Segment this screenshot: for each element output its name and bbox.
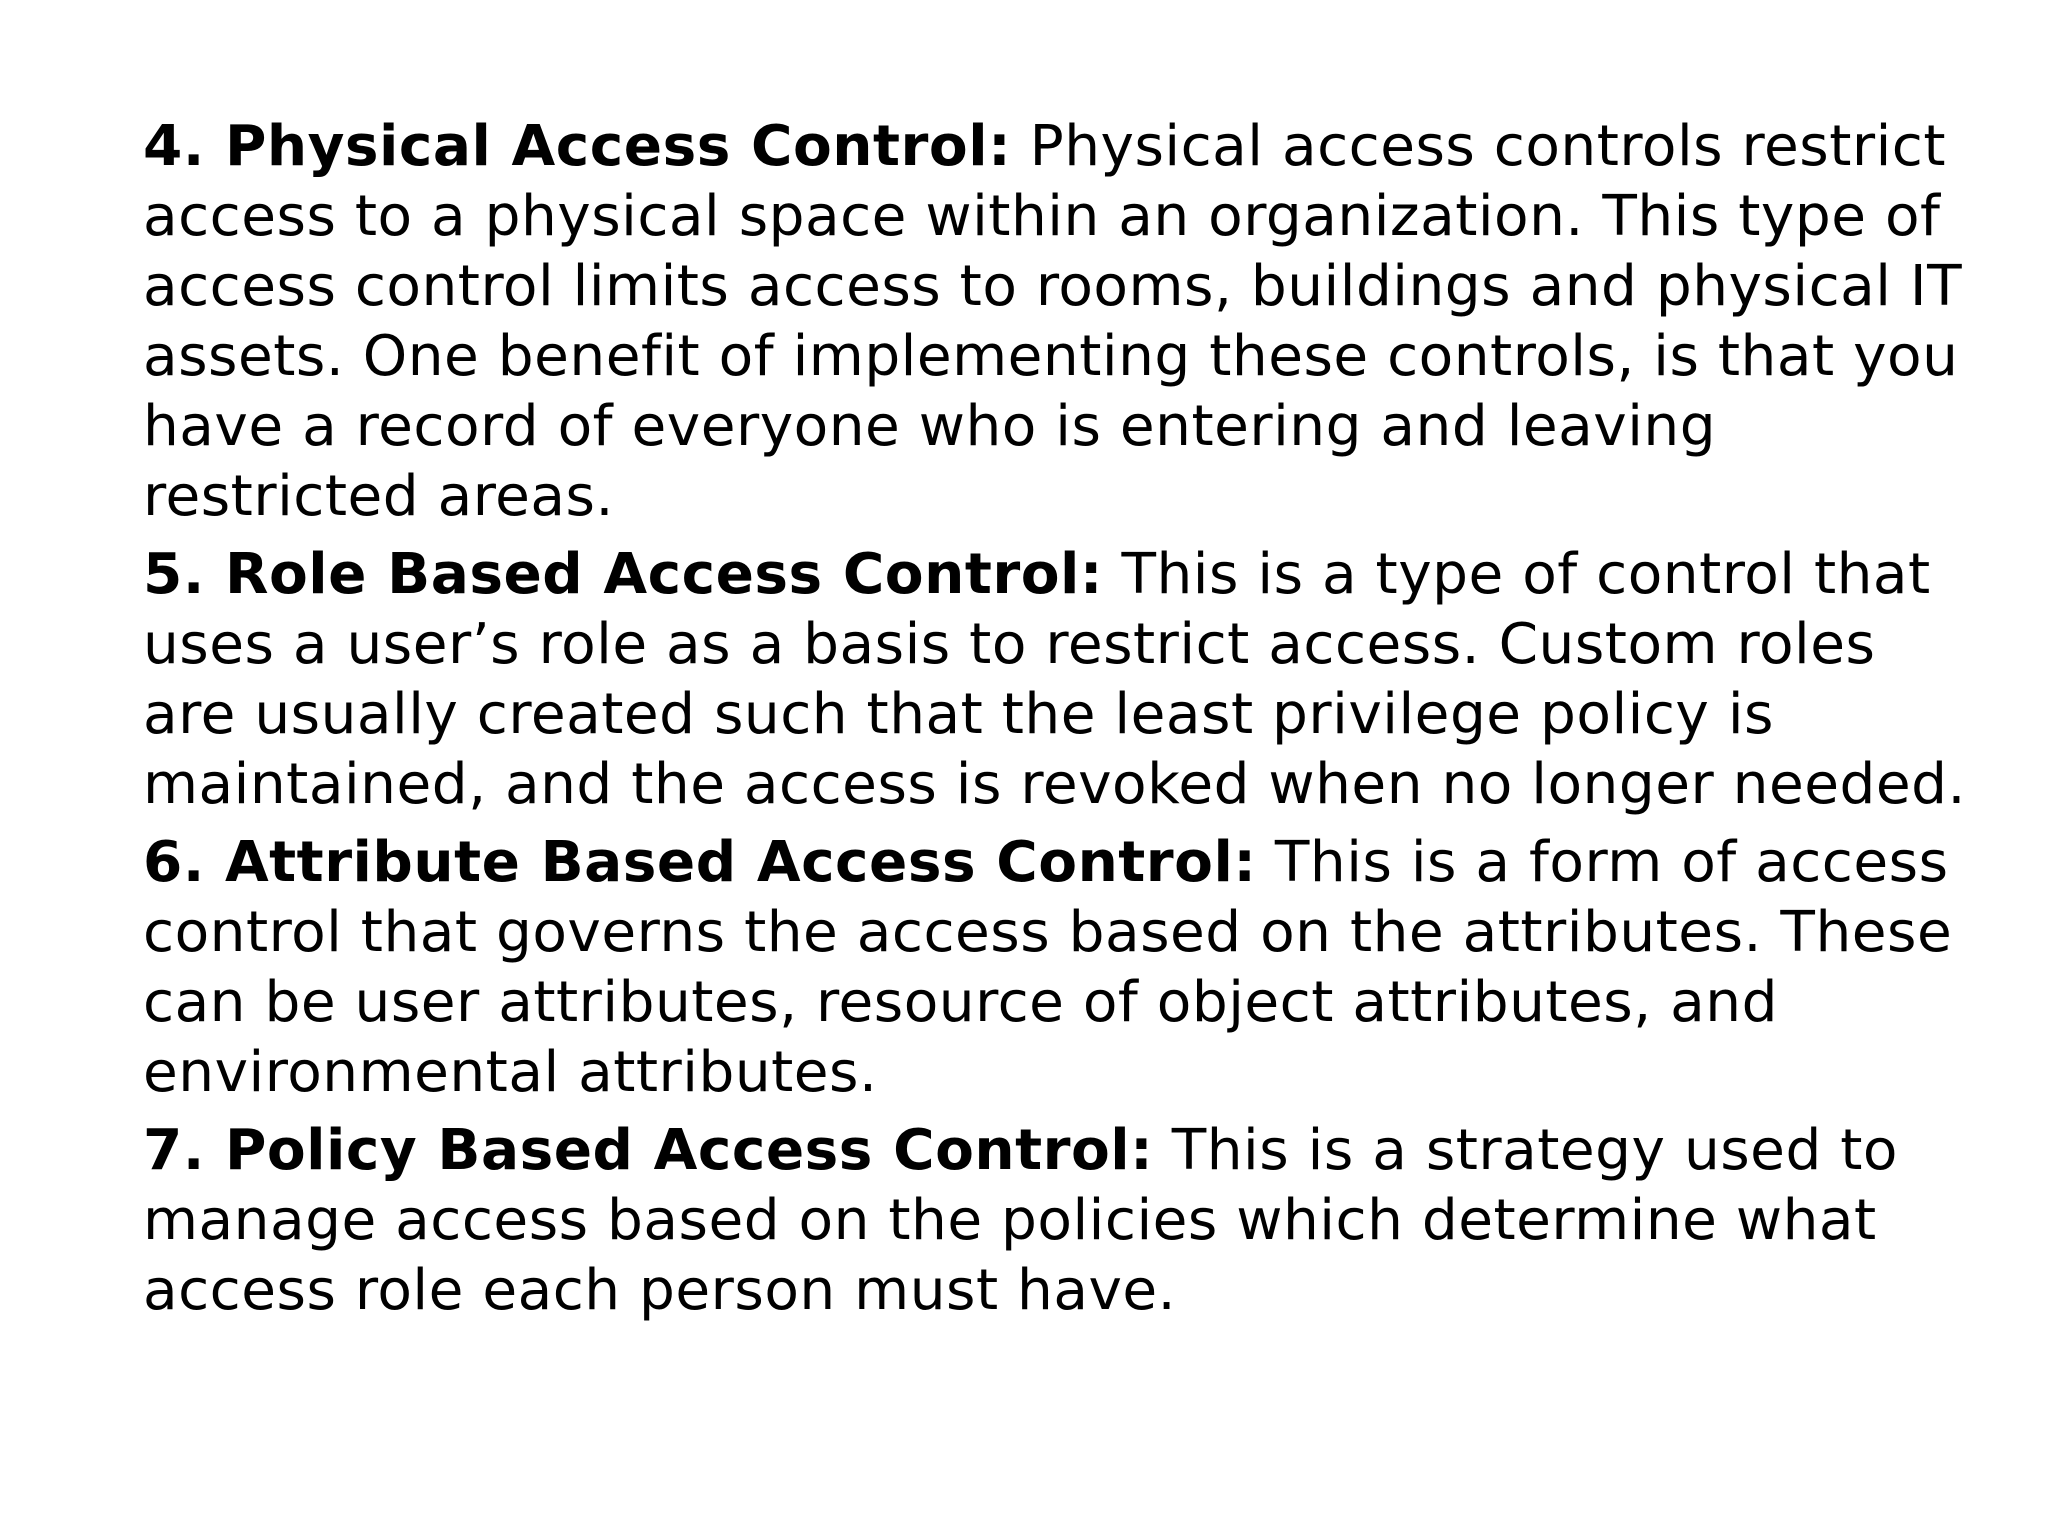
list-item-physical-access-control xyxy=(143,112,1973,532)
content-list xyxy=(143,112,1973,1334)
list-item-attribute-based-access-control xyxy=(143,828,1973,1108)
item-term: 6. Attribute Based Access Control: xyxy=(143,830,1257,895)
item-term: 5. Role Based Access Control: xyxy=(143,542,1103,607)
item-term: 4. Physical Access Control: xyxy=(143,114,1012,179)
list-item-role-based-access-control xyxy=(143,540,1973,820)
list-item-policy-based-access-control xyxy=(143,1116,1973,1326)
item-description: This is a strategy used to manage access based on the policies which determine what access role each person must have. xyxy=(143,1118,1898,1323)
item-description: Physical access controls restrict access to a physical space within an organization. This type of access control limits access to rooms, buildings and physical IT assets. One benefit of implementing these controls, is that you have a record of everyone who is entering and leaving restricted areas. xyxy=(143,114,1963,529)
item-description: This is a type of control that uses a user’s role as a basis to restrict access. Custom roles are usually created such that the least privilege policy is maintained, and the access is revoked when no longer needed. xyxy=(143,542,1966,817)
item-term: 7. Policy Based Access Control: xyxy=(143,1118,1154,1183)
item-description: This is a form of access control that governs the access based on the attributes. These can be user attributes, resource of object attributes, and environmental attributes. xyxy=(143,830,1953,1105)
